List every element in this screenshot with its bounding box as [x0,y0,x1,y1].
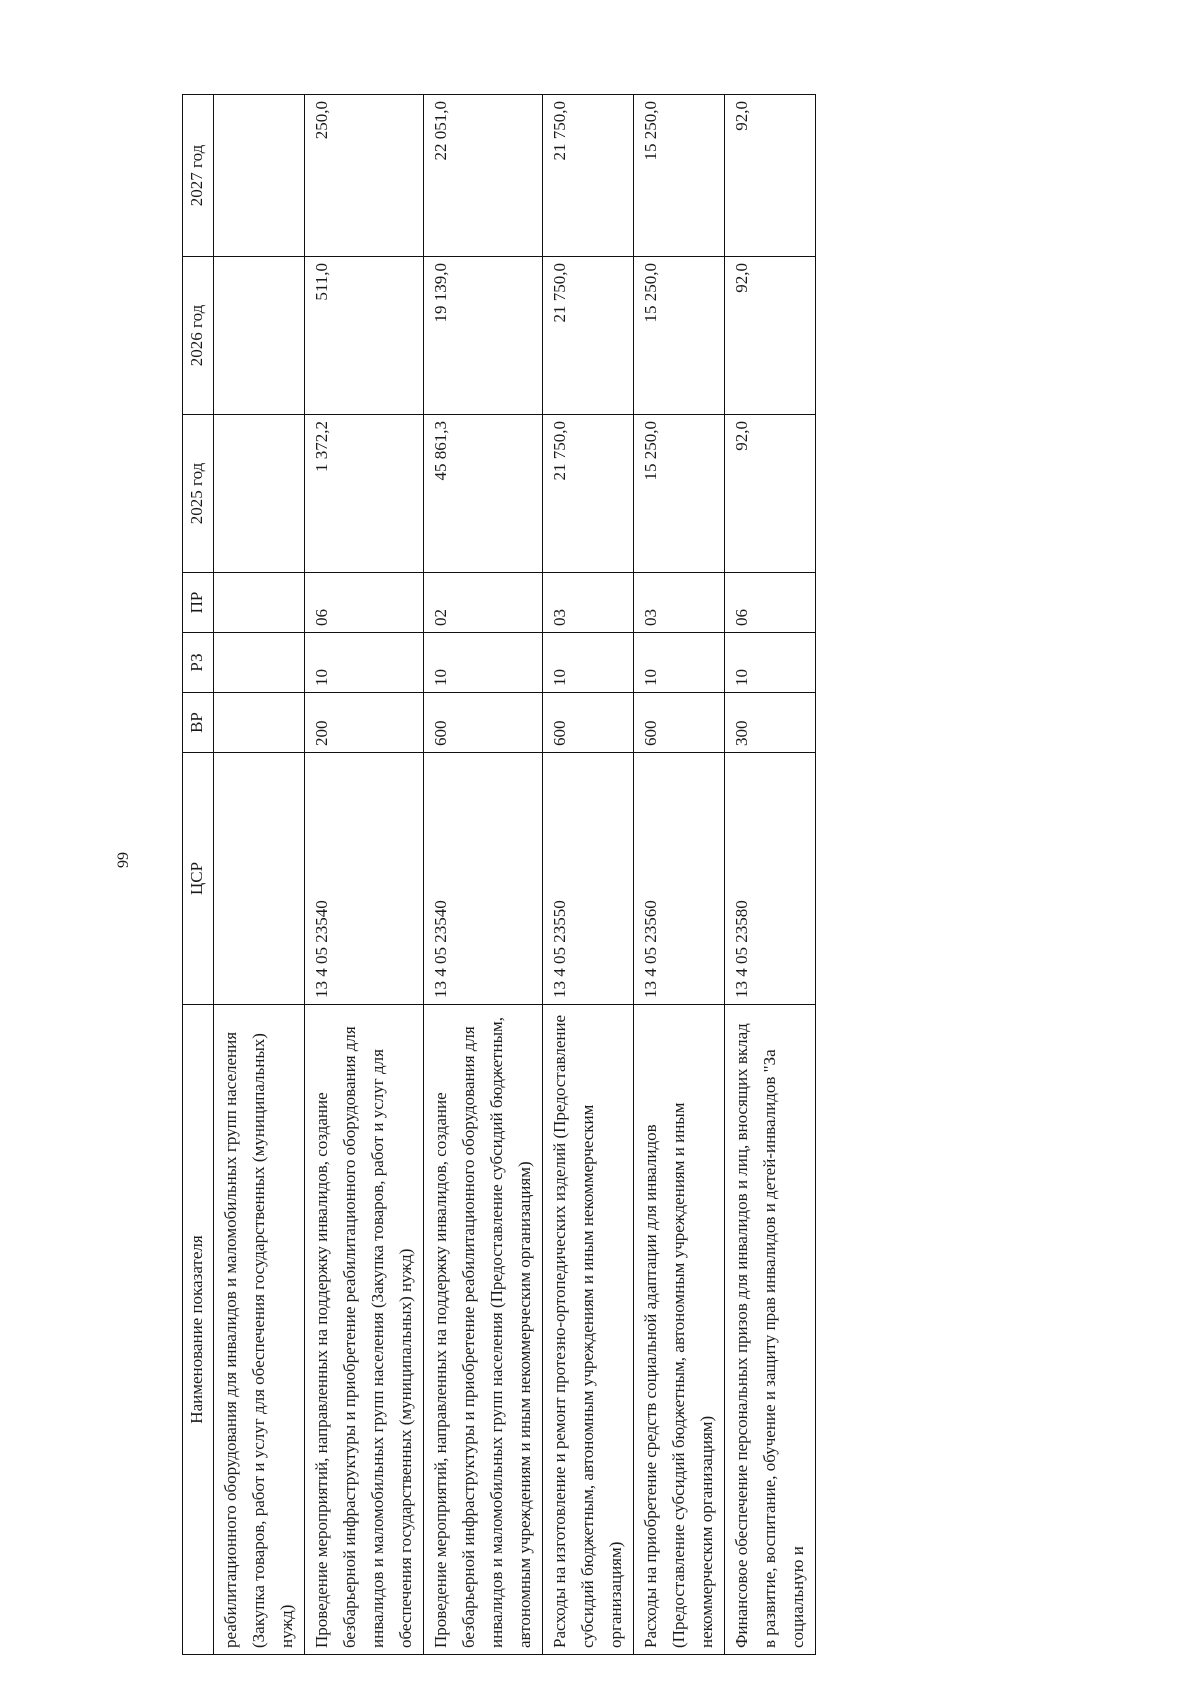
row-pr: 02 [424,573,543,633]
row-2025: 15 250,0 [634,415,725,573]
table-row [725,95,816,1655]
row-2027: 92,0 [725,95,816,257]
row-2026: 15 250,0 [634,257,725,415]
row-rz: 10 [305,633,424,693]
row-name: Расходы на приобретение средств социальной адаптации для инвалидов (Предоставление субсидий бюджетным, автономным учреждениям и иным некоммерческим организациям) [634,1005,725,1655]
row-name: Финансовое обеспечение персональных призов для инвалидов и лиц, вносящих вклад в развитие, воспитание, обучение и защиту прав инвалидов и детей-инвалидов "За социальную и [725,1005,816,1655]
header-rz: РЗ [183,633,214,693]
row-vr [214,693,305,753]
row-csr [214,753,305,1005]
row-2026: 92,0 [725,257,816,415]
header-2026: 2026 год [183,257,214,415]
row-2027: 250,0 [305,95,424,257]
row-csr: 13 4 05 23540 [305,753,424,1005]
row-csr: 13 4 05 23560 [634,753,725,1005]
row-vr: 600 [634,693,725,753]
page-number: 99 [115,852,132,868]
header-2027: 2027 год [183,95,214,257]
header-pr: ПР [183,573,214,633]
table-row [543,95,634,1655]
row-2025: 92,0 [725,415,816,573]
row-pr: 03 [634,573,725,633]
row-vr: 200 [305,693,424,753]
row-2026: 511,0 [305,257,424,415]
row-vr: 600 [543,693,634,753]
table-row [634,95,725,1655]
table-row [424,95,543,1655]
row-2026 [214,257,305,415]
row-2027: 15 250,0 [634,95,725,257]
row-name: Проведение мероприятий, направленных на поддержку инвалидов, создание безбарьерной инфраструктуры и приобретение реабилитационного оборудования для инвалидов и маломобильных групп населения (Закупка товаров, работ и услуг для обеспечения государственных (муниципальных) нужд) [305,1005,424,1655]
row-csr: 13 4 05 23540 [424,753,543,1005]
row-vr: 600 [424,693,543,753]
row-pr: 06 [305,573,424,633]
row-rz: 10 [424,633,543,693]
row-name: Расходы на изготовление и ремонт протезно-ортопедических изделий (Предоставление субсидий бюджетным, автономным учреждениям и иным некоммерческим организациям) [543,1005,634,1655]
row-rz: 10 [634,633,725,693]
row-rz [214,633,305,693]
row-2026: 21 750,0 [543,257,634,415]
row-name: реабилитационного оборудования для инвалидов и маломобильных групп населения (Закупка товаров, работ и услуг для обеспечения государственных (муниципальных) нужд) [214,1005,305,1655]
row-pr [214,573,305,633]
row-2025 [214,415,305,573]
budget-table [182,94,816,1655]
row-2027 [214,95,305,257]
header-name: Наименование показателя [183,1005,214,1655]
row-2027: 22 051,0 [424,95,543,257]
row-2025: 21 750,0 [543,415,634,573]
row-name: Проведение мероприятий, направленных на поддержку инвалидов, создание безбарьерной инфраструктуры и приобретение реабилитационного оборудования для инвалидов и маломобильных групп населения (Предоставление субсидий бюджетным, автономным учреждениям и иным некоммерческим организациям) [424,1005,543,1655]
row-2025: 1 372,2 [305,415,424,573]
row-pr: 06 [725,573,816,633]
header-2025: 2025 год [183,415,214,573]
row-rz: 10 [543,633,634,693]
row-csr: 13 4 05 23580 [725,753,816,1005]
header-vr: ВР [183,693,214,753]
row-pr: 03 [543,573,634,633]
row-vr: 300 [725,693,816,753]
table-row [214,95,305,1655]
row-2025: 45 861,3 [424,415,543,573]
row-rz: 10 [725,633,816,693]
table-row [305,95,424,1655]
table-header-row [183,95,214,1655]
budget-table-sheet [182,95,1062,1655]
row-2027: 21 750,0 [543,95,634,257]
row-2026: 19 139,0 [424,257,543,415]
row-csr: 13 4 05 23550 [543,753,634,1005]
header-csr: ЦСР [183,753,214,1005]
